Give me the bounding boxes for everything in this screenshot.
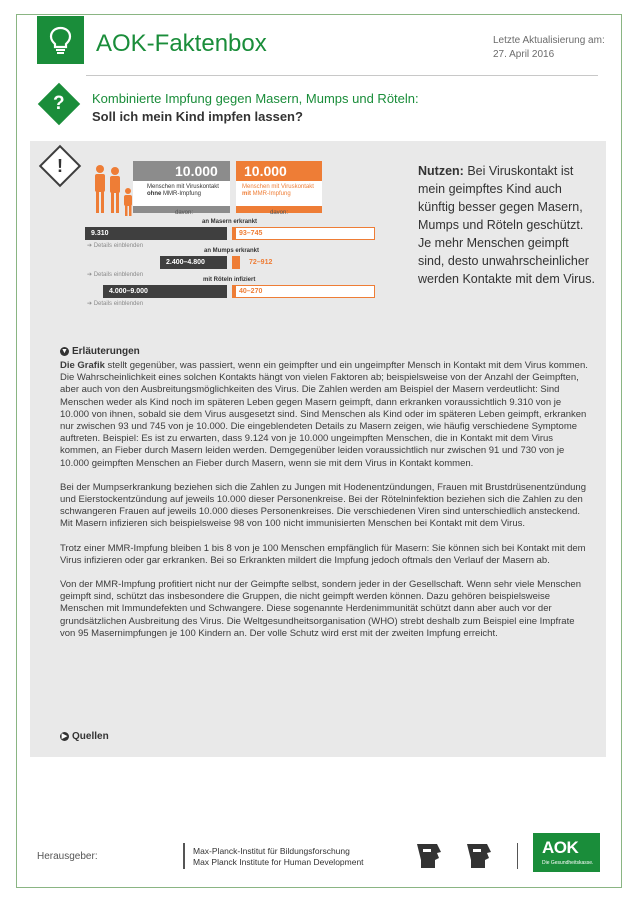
harding-logo-heads-icon xyxy=(413,840,503,872)
chevron-down-icon: ▼ xyxy=(61,348,68,355)
benefit-text: Bei Viruskontakt ist mein geimpftes Kind auch künftig besser gegen Masern, Mumps und Röteln geschützt. Je mehr Menschen geimpft sind, desto unwahrscheinlicher werden Kontakte mit dem Virus. xyxy=(418,164,595,286)
details-toggle-mumps[interactable]: ➔ Details einblenden xyxy=(87,272,144,278)
last-updated xyxy=(493,34,605,62)
details-toggle-measles[interactable]: ➔ Details einblenden xyxy=(87,243,144,249)
bar-vaccinated-rubella-label: 40–270 xyxy=(239,288,263,295)
details-toggle-rubella[interactable]: ➔ Details einblenden xyxy=(87,301,144,307)
update-date: 27. April 2016 xyxy=(493,49,555,60)
bar-vaccinated-rubella-frame xyxy=(232,285,375,298)
row-label-mumps: an Mumps erkrankt xyxy=(204,248,260,254)
bar-vaccinated-rubella xyxy=(233,286,236,297)
bar-vaccinated-mumps xyxy=(232,256,240,269)
lightbulb-icon xyxy=(48,26,73,54)
vaccinated-desc: Menschen mit Viruskontakt mit MMR-Impfung xyxy=(242,184,314,197)
mpi-divider xyxy=(183,843,185,869)
question-title: Soll ich mein Kind impfen lassen? xyxy=(92,109,303,124)
bar-vaccinated-mumps-label: 72–912 xyxy=(249,259,273,266)
mpi-name-en: Max Planck Institute for Human Development xyxy=(193,857,364,867)
benefit-statement xyxy=(418,162,598,288)
unvaccinated-total: 10.000 xyxy=(175,163,218,179)
sources-toggle[interactable]: ▶ Quellen xyxy=(61,731,109,742)
header-divider xyxy=(86,75,598,76)
question-topic: Kombinierte Impfung gegen Masern, Mumps und Röteln: xyxy=(92,91,419,106)
explanations-toggle[interactable]: ▼ Erläuterungen xyxy=(61,346,140,357)
family-icon xyxy=(91,163,135,218)
publisher-label: Herausgeber: xyxy=(37,851,98,862)
bar-unvaccinated-measles: 9.310 xyxy=(85,227,227,240)
vaccinated-total: 10.000 xyxy=(244,163,287,179)
explanation-paragraph: Bei der Mumpserkrankung beziehen sich die Zahlen zu Jungen mit Hodenentzündungen, Frauen mit Brustdrüsenentzündung und Eierstockentzündung auf jeweils 10.000 dieser Personenkreise. Bei der Rötelninfektion beziehen sich die Zahlen zu den schwangeren Frauen auf jeweils 10.000 dieses Personenkreises. Die verschiedenen Viren sind unterschiedlich ansteckend. Mit Masern infizieren sich beispielsweise 98 von 100 nicht immunisierten Menschen bei Kontakt mit dem Virus. xyxy=(60,481,586,530)
bar-vaccinated-measles xyxy=(233,228,236,239)
bar-vaccinated-measles-frame xyxy=(232,227,375,240)
aok-logo: AOK Die Gesundheitskasse. xyxy=(533,833,600,872)
unvaccinated-desc: Menschen mit Viruskontakt ohne MMR-Impfung xyxy=(147,184,219,197)
row-label-rubella: mit Röteln infiziert xyxy=(203,277,256,283)
bar-vaccinated-measles-label: 93–745 xyxy=(239,230,263,237)
fact-badge: ! xyxy=(39,145,81,187)
explanations-body xyxy=(60,360,592,652)
question-badge: ? xyxy=(38,83,80,125)
benefit-label: Nutzen: xyxy=(418,164,464,178)
row-label-measles: an Masern erkrankt xyxy=(202,219,258,225)
chevron-right-icon: ▶ xyxy=(61,733,68,740)
explanation-paragraph: Die Grafik stellt gegenüber, was passiert, wenn ein geimpfter und ein ungeimpfter Mensch in Kontakt mit dem Virus kommen. Die Wahrscheinlichkeit eines solchen Kontakts hängt von vielen Faktoren ab; beispielsweise von der Anzahl der Geimpften, aber auch von den Ausbreitungsmöglichkeiten des Virus. Die Zahlen werden am Beispiel der Masern verdeutlicht: Sind Menschen weder als Kind noch im späteren Leben gegen Masern geimpft, dann erkranken voraussichtlich 9.310 von je 10.000 von ihnen, sobald sie dem Virus ausgesetzt sind. Sind Menschen als Kind oder im späteren Leben geimpft, erkranken nur zwischen 93 und 745 von je 10.000. Die eingeblendeten Details zu Masern zeigen, wie häufig verschiedene Symptome auftreten. Beispiel: Es ist zu erwarten, dass 9.124 von je 10.000 ungeimpften Menschen, die in Kontakt mit dem Virus kommen, an Fieber durch Masern leiden werden. Demgegenüber leiden voraussichtlich nur zwischen 91 und 730 von je 10.000 geimpften Menschen an Fieber durch Masern, wenn sie mit dem Virus in Kontakt kommen. xyxy=(60,360,588,469)
mmr-comparison-graphic xyxy=(85,157,380,307)
aok-divider xyxy=(517,843,518,869)
bar-unvaccinated-mumps: 2.400–4.800 xyxy=(160,256,227,269)
davon-right: davon: xyxy=(270,210,289,216)
lightbulb-logo xyxy=(37,16,84,64)
page-title: AOK-Faktenbox xyxy=(96,30,267,57)
davon-left: davon: xyxy=(175,210,194,216)
update-label: Letzte Aktualisierung am: xyxy=(493,35,605,46)
explanation-paragraph: Von der MMR-Impfung profitiert nicht nur der Geimpfte selbst, sondern jeder in der Gesellschaft. Wenn sehr viele Menschen geimpft sind, schützt das insbesondere die Gruppen, die nicht geimpft werden können. Dazu gehören beispielsweise Menschen mit Immundefekten und Schwangere. Diese sogenannte Herdenimmunität schützt dann aber auch vor der grundsätzlichen Ausbreitung des Virus. Die Weltgesundheitsorganisation (WHO) strebt deshalb zum Beispiel eine Impfrate von 95 Masernimpfungen je 100 Kindern an. Der volle Schutz wird erst mit der zweiten Impfung erreicht. xyxy=(60,579,581,639)
bar-vaccinated-mumps-frame xyxy=(232,256,248,269)
bar-unvaccinated-rubella: 4.000–9.000 xyxy=(103,285,227,298)
explanation-paragraph: Trotz einer MMR-Impfung bleiben 1 bis 8 von je 100 Menschen empfänglich für Masern: Sie können sich bei Kontakt mit dem Virus infizieren oder gar erkranken. Bei so Erkrankten mildert die Impfung jedoch oftmals den Verlauf der Masern ab. xyxy=(60,542,586,566)
mpi-name-de: Max-Planck-Institut für Bildungsforschung xyxy=(193,846,350,856)
